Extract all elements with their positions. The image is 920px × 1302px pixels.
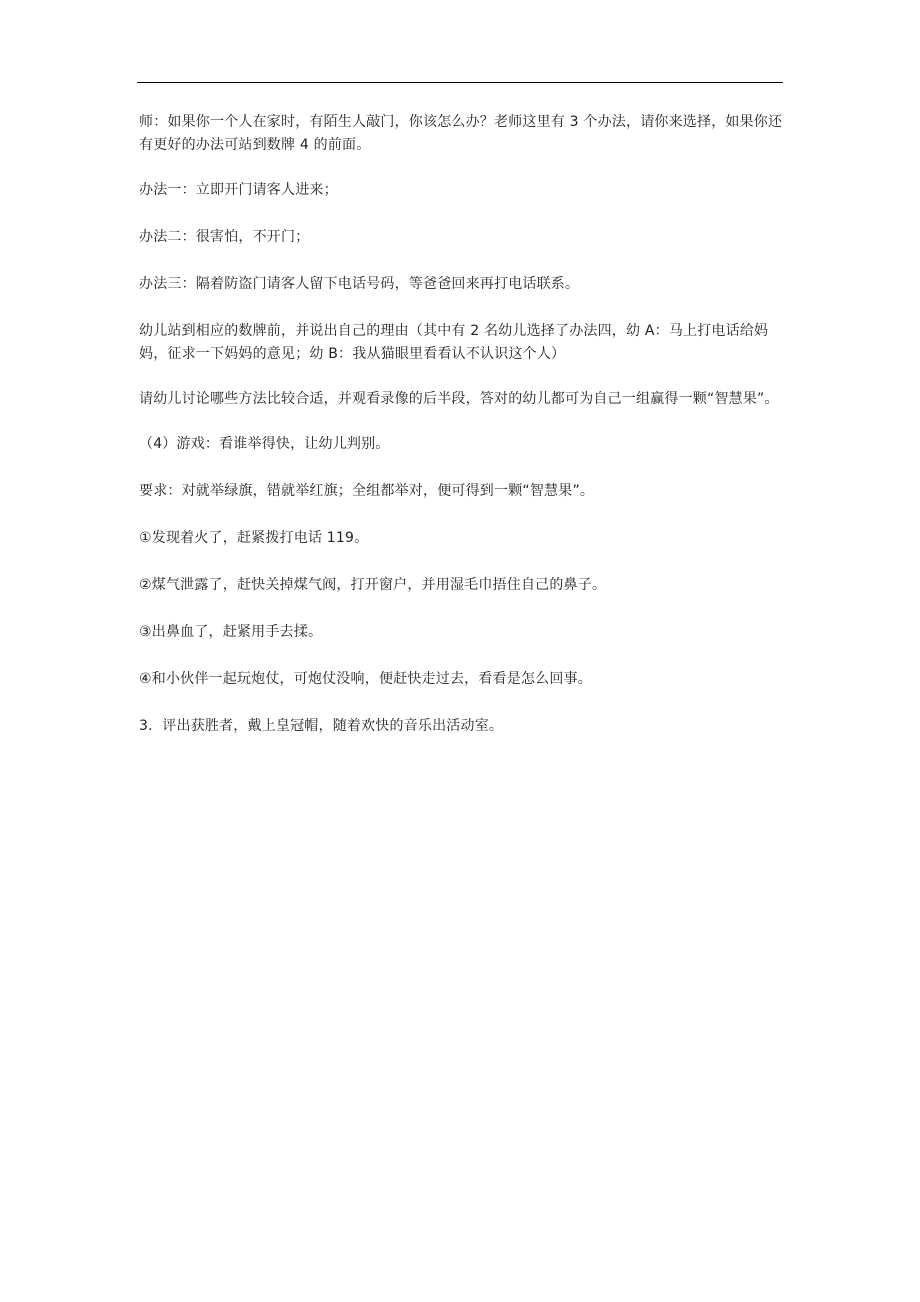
paragraph-teacher-question: 师：如果你一个人在家时，有陌生人敲门，你该怎么办？老师这里有 3 个办法，请你来选择，如果你还有更好的办法可站到数牌 4 的前面。 xyxy=(139,114,783,153)
list-item-1: ①发现着火了，赶紧拨打电话 119。 xyxy=(139,530,369,546)
paragraph-winners: 3．评出获胜者，戴上皇冠帽，随着欢快的音乐出活动室。 xyxy=(139,718,504,734)
paragraph-requirements: 要求：对就举绿旗，错就举红旗；全组都举对，便可得到一颗“智慧果”。 xyxy=(139,483,595,499)
list-item-3: ③出鼻血了，赶紧用手去揉。 xyxy=(139,624,323,640)
paragraph-game: （4）游戏：看谁举得快，让幼儿判别。 xyxy=(139,436,390,452)
paragraph-children-reasons: 幼儿站到相应的数牌前，并说出自己的理由（其中有 2 名幼儿选择了办法四，幼 A：马上打电话给妈妈，征求一下妈妈的意见；幼 B：我从猫眼里看看认不认识这个人） xyxy=(139,323,769,362)
header-rule xyxy=(137,82,783,83)
paragraph-method-one: 办法一：立即开门请客人进来； xyxy=(139,182,338,198)
paragraph-method-two: 办法二：很害怕，不开门； xyxy=(139,229,310,245)
paragraph-discussion: 请幼儿讨论哪些方法比较合适，并观看录像的后半段，答对的幼儿都可为自己一组赢得一颗“智慧果”。 xyxy=(139,391,779,407)
paragraph-method-three: 办法三：隔着防盗门请客人留下电话号码，等爸爸回来再打电话联系。 xyxy=(139,276,580,292)
document-body xyxy=(139,111,789,762)
list-item-2: ②煤气泄露了，赶快关掉煤气阀，打开窗户，并用湿毛巾捂住自己的鼻子。 xyxy=(139,577,607,593)
list-item-4: ④和小伙伴一起玩炮仗，可炮仗没响，便赶快走过去，看看是怎么回事。 xyxy=(139,671,592,687)
